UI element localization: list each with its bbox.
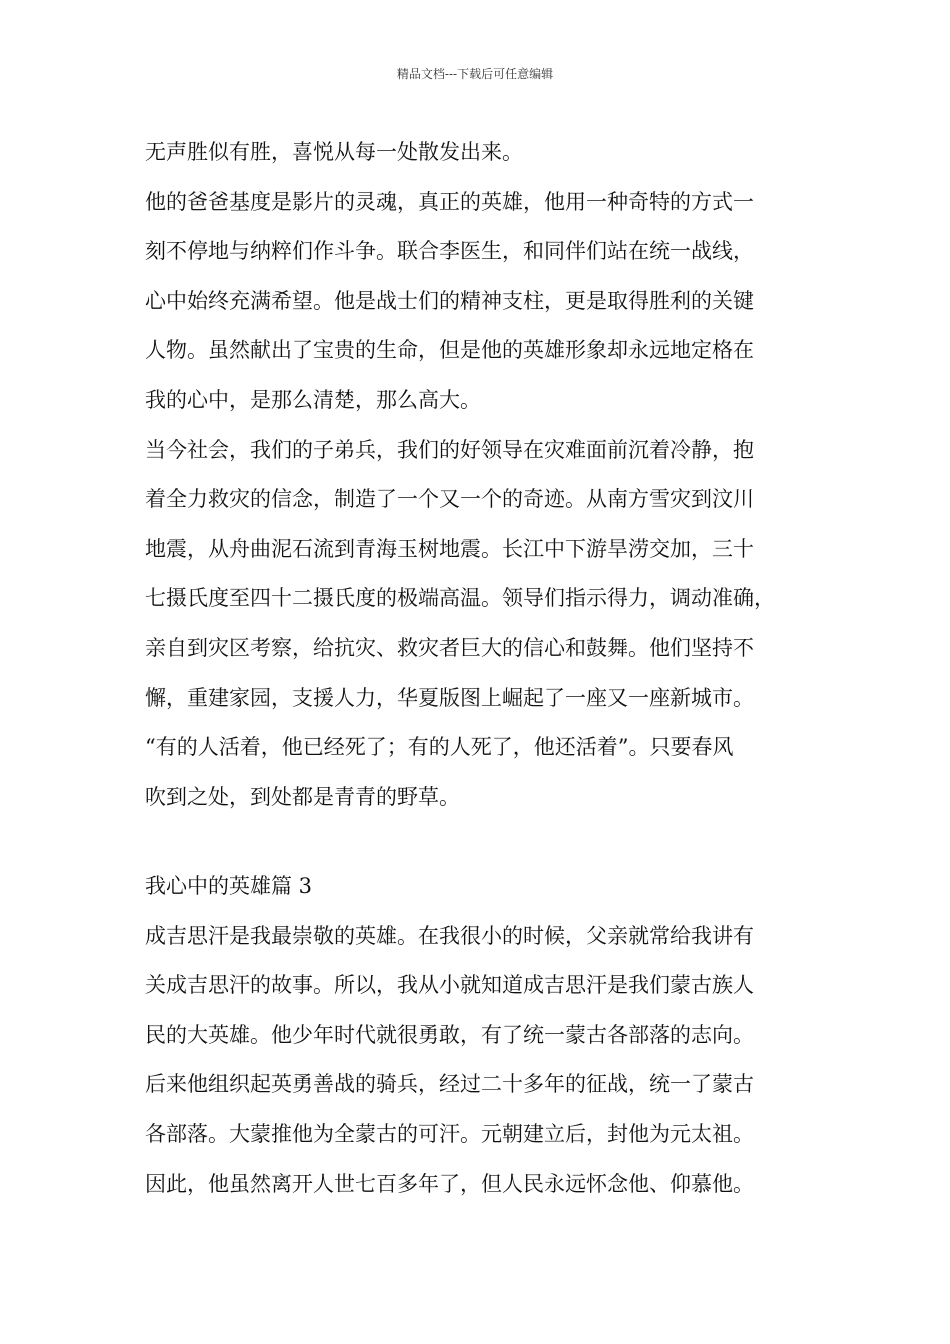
page-header: 精品文档---下载后可任意编辑 bbox=[396, 67, 554, 81]
text-line: 吹到之处，到处都是青青的野草。 bbox=[145, 784, 460, 809]
text-line: 各部落。大蒙推他为全蒙古的可汗。元朝建立后，封他为元太祖。 bbox=[145, 1121, 754, 1146]
text-line: 七摄氏度至四十二摄氏度的极端高温。领导们指示得力，调动准确， bbox=[145, 586, 775, 611]
text-line: 懈，重建家园，支援人力，华夏版图上崛起了一座又一座新城市。 bbox=[145, 685, 754, 710]
text-line: 人物。虽然献出了宝贵的生命，但是他的英雄形象却永远地定格在 bbox=[145, 338, 754, 363]
text-line: 关成吉思汗的故事。所以，我从小就知道成吉思汗是我们蒙古族人 bbox=[145, 973, 754, 998]
text-line: “有的人活着，他已经死了；有的人死了，他还活着”。只要春风 bbox=[145, 735, 734, 760]
text-line: 无声胜似有胜，喜悦从每一处散发出来。 bbox=[145, 140, 523, 164]
section-title: 我心中的英雄篇 3 bbox=[145, 874, 313, 898]
text-line: 地震，从舟曲泥石流到青海玉树地震。长江中下游旱涝交加，三十 bbox=[145, 536, 754, 561]
text-line: 后来他组织起英勇善战的骑兵，经过二十多年的征战，统一了蒙古 bbox=[145, 1072, 754, 1097]
text-line: 成吉思汗是我最崇敬的英雄。在我很小的时候，父亲就常给我讲有 bbox=[145, 923, 754, 948]
text-line: 心中始终充满希望。他是战士们的精神支柱，更是取得胜利的关键 bbox=[145, 288, 754, 313]
text-line: 因此，他虽然离开人世七百多年了，但人民永远怀念他、仰慕他。 bbox=[145, 1171, 754, 1196]
text-line: 着全力救灾的信念，制造了一个又一个的奇迹。从南方雪灾到汶川 bbox=[145, 487, 754, 512]
section-2-body bbox=[145, 862, 835, 1209]
section-1-body bbox=[145, 128, 835, 822]
text-line: 我的心中，是那么清楚，那么高大。 bbox=[145, 387, 481, 412]
text-line: 民的大英雄。他少年时代就很勇敢，有了统一蒙古各部落的志向。 bbox=[145, 1022, 754, 1047]
text-line: 他的爸爸基度是影片的灵魂，真正的英雄，他用一种奇特的方式一 bbox=[145, 189, 754, 214]
text-line: 当今社会，我们的子弟兵，我们的好领导在灾难面前沉着冷静，抱 bbox=[145, 437, 754, 462]
text-line: 亲自到灾区考察，给抗灾、救灾者巨大的信心和鼓舞。他们坚持不 bbox=[145, 635, 754, 660]
text-line: 刻不停地与纳粹们作斗争。联合李医生，和同伴们站在统一战线， bbox=[145, 239, 754, 264]
